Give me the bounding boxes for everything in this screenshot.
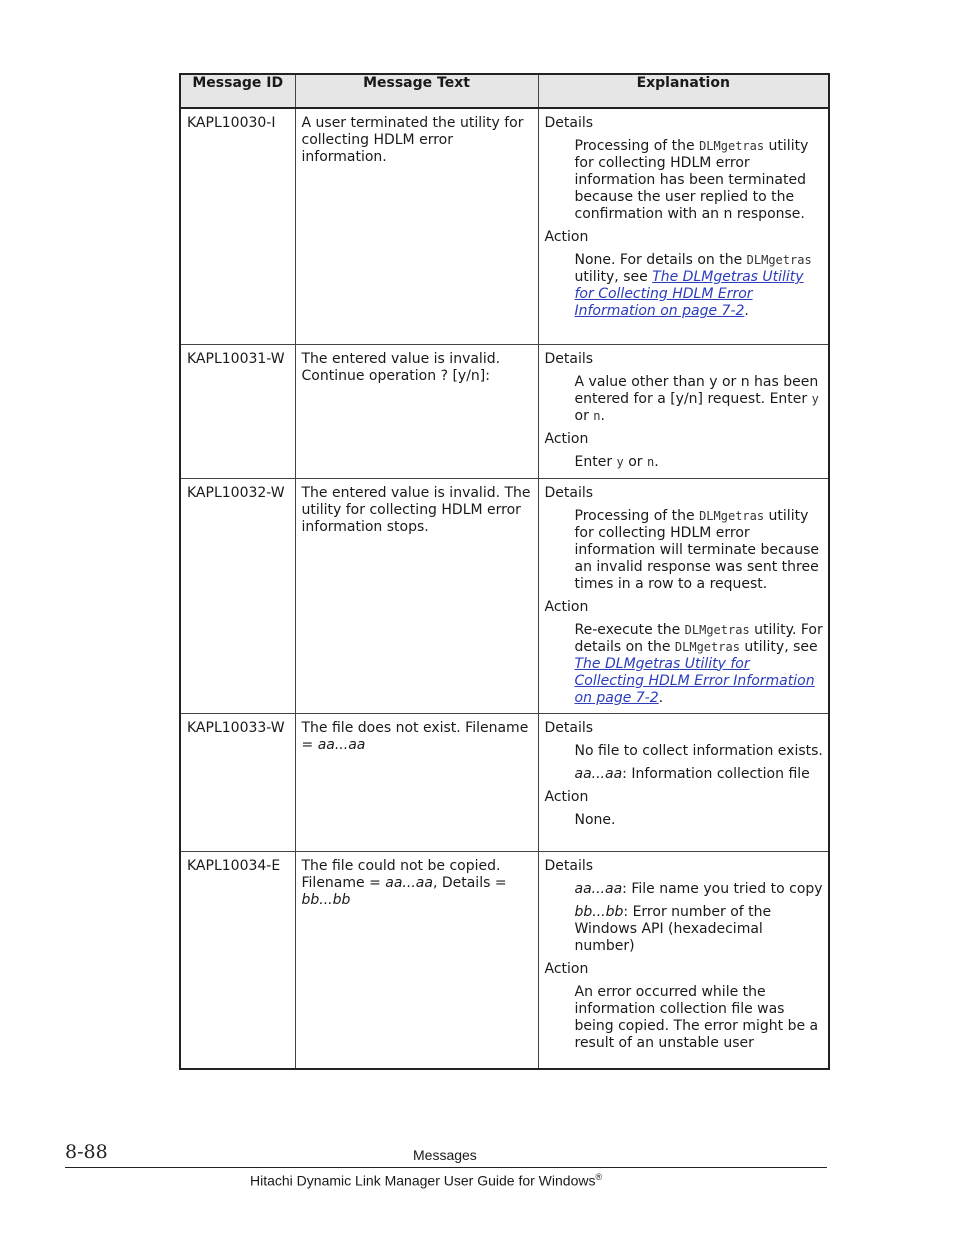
header-message-id: Message ID [180,74,295,108]
details-label: Details [544,857,594,874]
command-name: DLMgetras [746,253,812,267]
explanation [538,713,829,851]
action-label: Action [544,788,589,805]
header-row [180,74,829,108]
action-label: Action [544,229,589,245]
command-name: DLMgetras [684,622,750,637]
details-text: Processing of the DLMgetras utility for collecting HDLM error information will terminate because an invalid response was sent three times in a row to a request. [574,507,820,592]
action-text: Re-execute the DLMgetras utility. For details on the DLMgetras utility, see The DLMgetras Utility for Collecting HDLM Error Information on page 7-2. [574,621,823,706]
details-variable: bb...bb: Error number of the Windows API (hexadecimal number) [574,903,772,954]
action-text: An error occurred while the information collection file was being copied. The error might be a result of an unstable user [574,983,819,1051]
cross-reference-link[interactable]: The DLMgetras Utility for Collecting HDLM Error Information on page 7-2 [574,655,815,706]
message-id: KAPL10033-W [180,713,295,851]
table-row [180,108,829,344]
explanation [538,344,829,478]
explanation [538,108,829,344]
message-id: KAPL10031-W [180,344,295,478]
message-table [179,73,830,1070]
details-label: Details [544,484,594,501]
table-row [180,713,829,851]
message-text: A user terminated the utility for collecting HDLM error information. [295,108,538,344]
cross-reference-link[interactable]: The DLMgetras Utility for Collecting HDLM Error Information on page 7-2 [574,269,804,319]
explanation [538,851,829,1069]
table-row [180,478,829,713]
header-message-text: Message Text [295,74,538,108]
action-label: Action [544,960,589,977]
header-explanation: Explanation [538,74,829,108]
registered-mark: ® [595,1172,603,1182]
action-text: Enter y or n. [574,453,659,470]
message-id: KAPL10034-E [180,851,295,1069]
message-text: The file could not be copied. Filename = aa...aa, Details = bb...bb [295,851,538,1069]
details-label: Details [544,115,594,131]
page-number: 8-88 [65,1141,108,1163]
action-text: None. [574,811,616,828]
message-text: The file does not exist. Filename = aa...aa [295,713,538,851]
message-id: KAPL10030-I [180,108,295,344]
book-title: Hitachi Dynamic Link Manager User Guide for Windows® [250,1172,603,1189]
command-name: DLMgetras [674,639,740,654]
explanation [538,478,829,713]
message-id: KAPL10032-W [180,478,295,713]
details-label: Details [544,350,594,367]
details-variable: aa...aa: Information collection file [574,765,810,782]
action-label: Action [544,430,589,447]
chapter-title: Messages [413,1147,477,1163]
command-name: DLMgetras [699,508,765,523]
details-label: Details [544,719,594,736]
message-text: The entered value is invalid. The utility for collecting HDLM error information stops. [295,478,538,713]
table-row [180,344,829,478]
table-row [180,851,829,1069]
details-text: A value other than y or n has been entered for a [y/n] request. Enter y or n. [574,373,819,424]
details-text: Processing of the DLMgetras utility for collecting HDLM error information has been terminated because the user replied to the confirmation with an n response. [574,138,809,222]
action-label: Action [544,598,589,615]
details-variable: aa...aa: File name you tried to copy [574,880,823,897]
footer-divider [65,1167,827,1168]
details-text: No file to collect information exists. [574,742,823,759]
message-text: The entered value is invalid. Continue operation ? [y/n]: [295,344,538,478]
command-name: DLMgetras [699,139,765,153]
action-text: None. For details on the DLMgetras utility, see The DLMgetras Utility for Collecting HDLM Error Information on page 7-2. [574,252,812,319]
